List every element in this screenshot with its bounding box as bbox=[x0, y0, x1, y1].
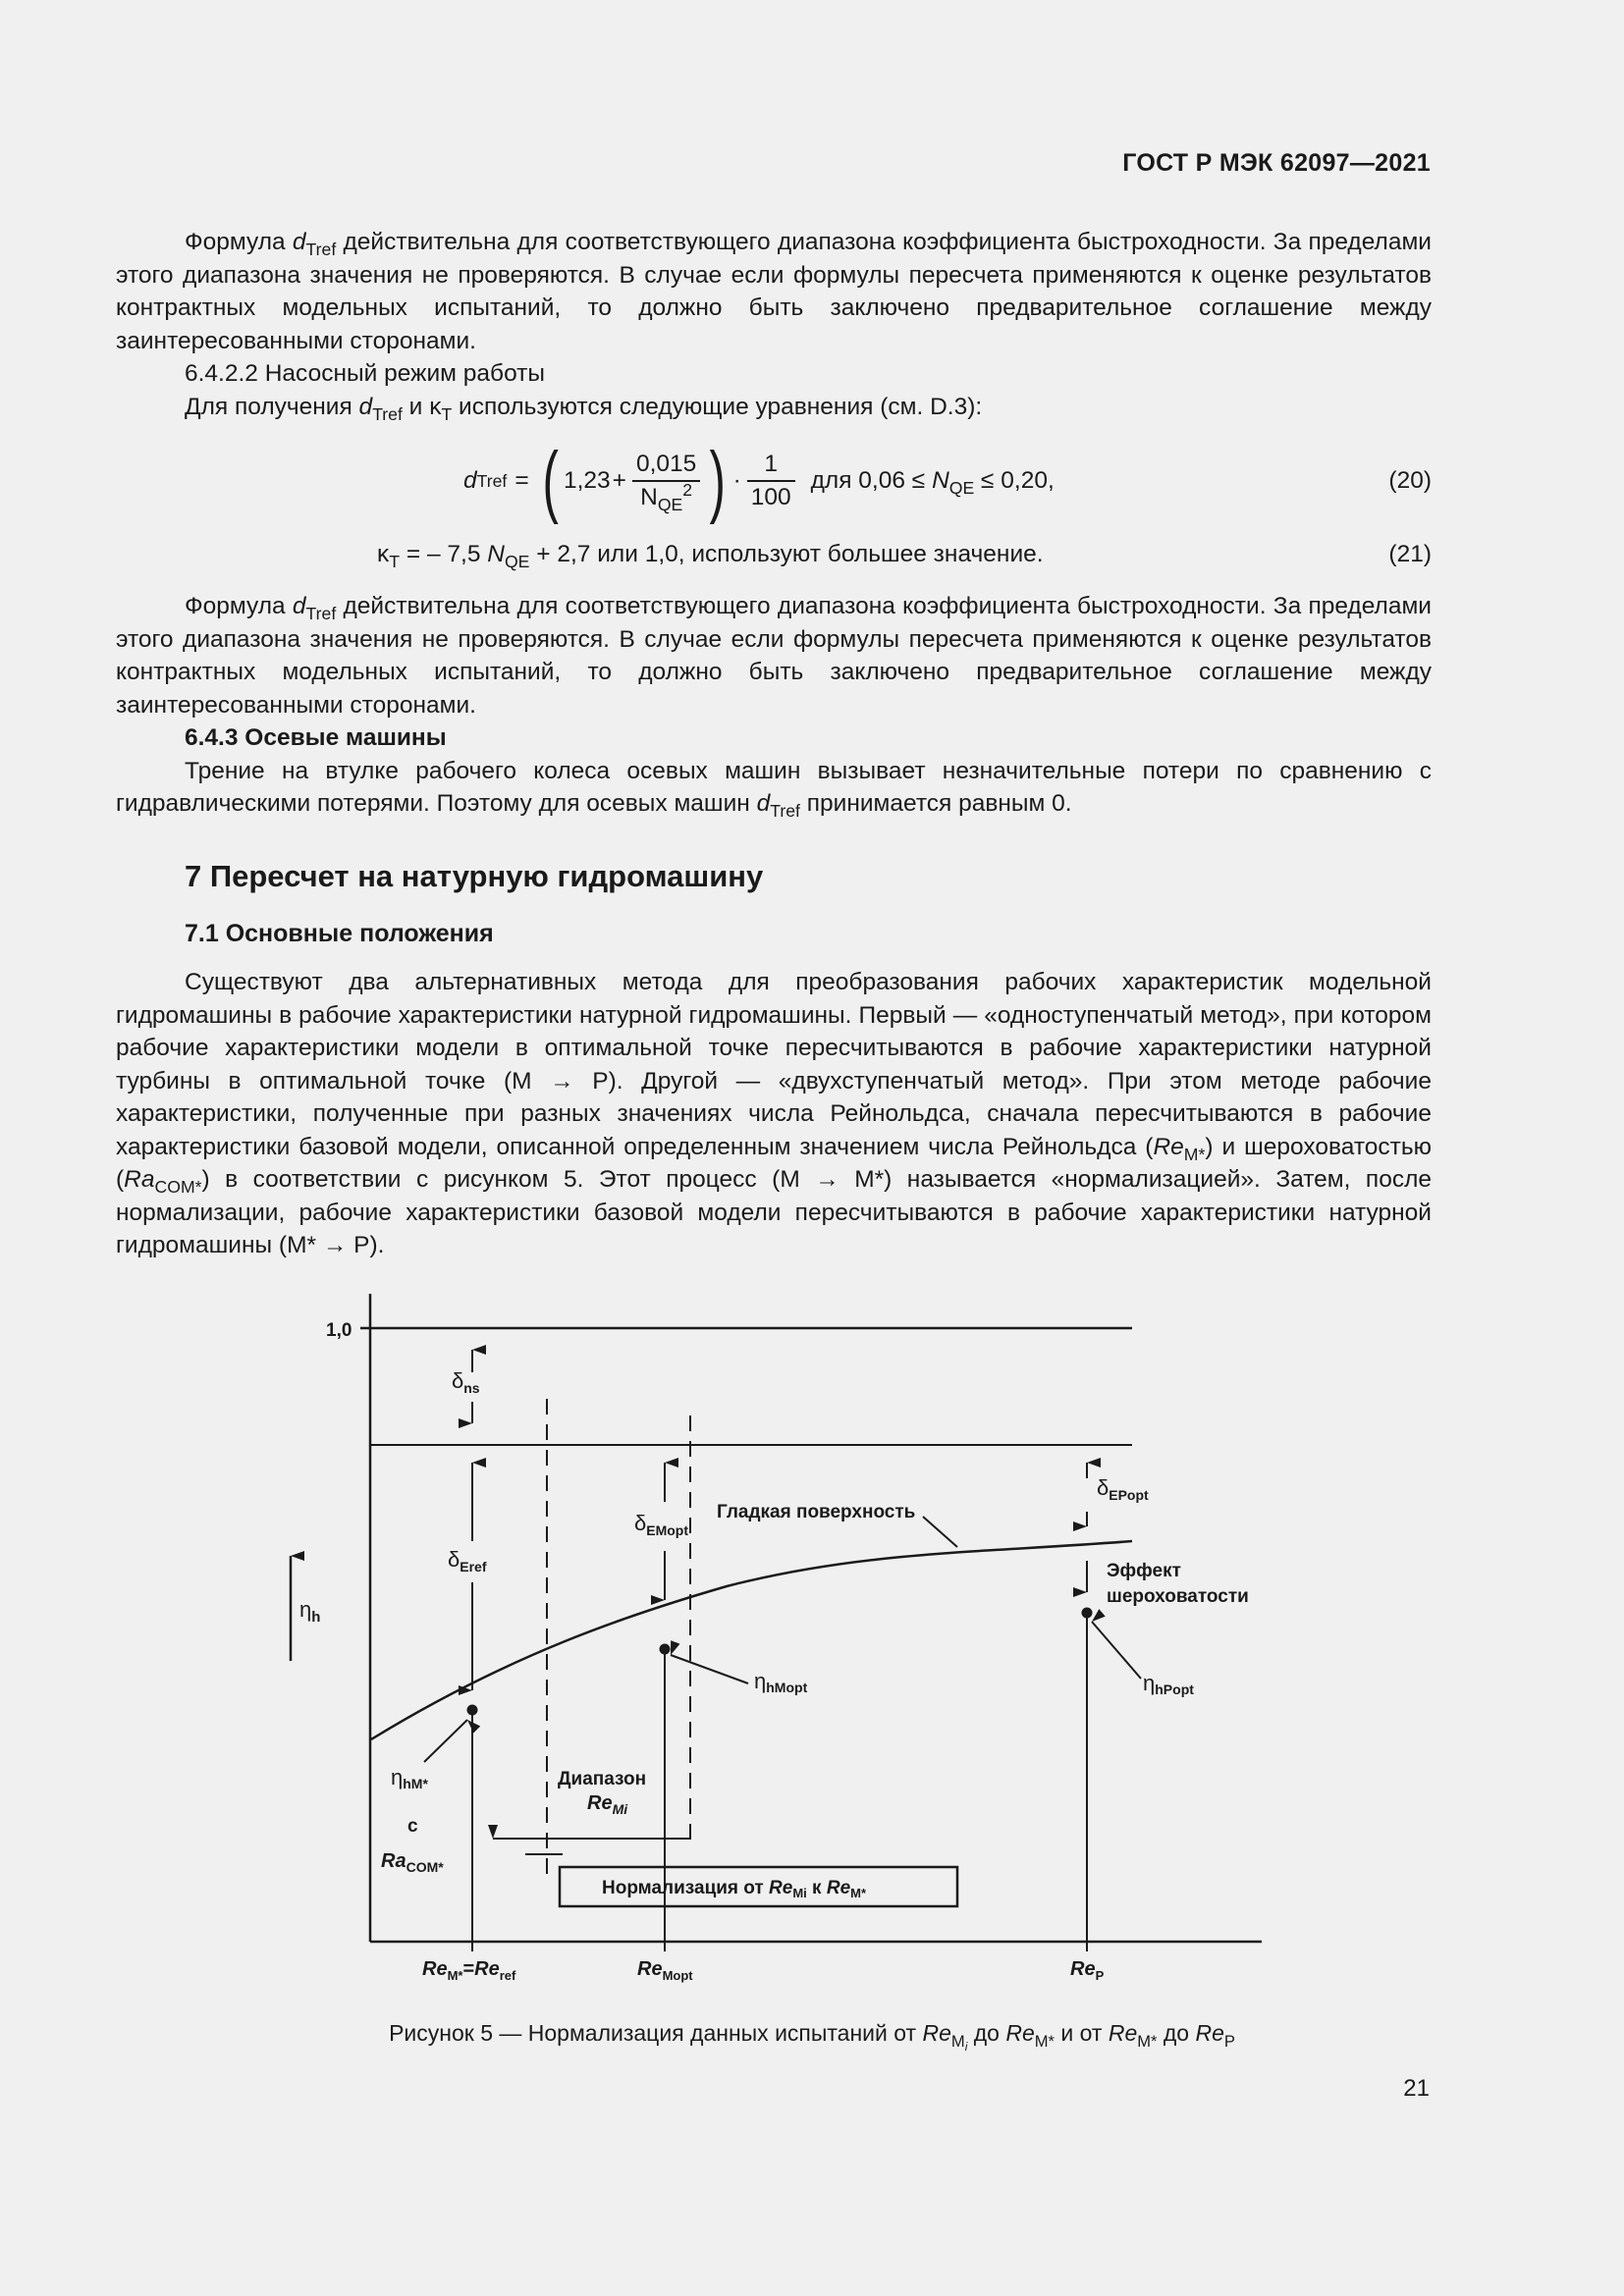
label-delta-epopt: $\delta_{EPopt}$ bbox=[1097, 1475, 1149, 1503]
label-normalization: Нормализация от $Re_{Mi}$ к $Re_{M*}$ bbox=[602, 1878, 867, 1900]
label-x-re-p: $Re_P$ bbox=[1070, 1958, 1105, 1983]
label-x-re-ref: $Re_{M*}=Re_{ref}$ bbox=[422, 1958, 516, 1983]
label-eta-h-axis: $\eta_h$ bbox=[299, 1597, 321, 1626]
section-7-1-title: 7.1 Основные положения bbox=[185, 920, 494, 947]
paragraph-methods: Существуют два альтернативных метода для преобразования рабочих характеристик модельной гидромашины в рабочие характеристики натурной гидромашины. Первый — «одноступенчатый метод», при котором рабочие характеристики модели в оптимальной точке пересчитываются в рабочие характеристики натурной турбины в оптимальной точке (М → Р). Другой — «двухступенчатый метод». При этом методе рабочие характеристики, полученные при разных значениях числа Рейнольдса, сначала пересчитываются в рабочие характеристики базовой модели, описанной определенным значением числа Рейнольдса $(Re_{M*})$ и шероховатостью $(Ra_{COM*})$ в соответствии с рисунком 5. Этот процесс (М → М*) называется «нормализацией». Затем, после нормализации, рабочие характеристики базовой модели пересчитываются в рабочие характеристики натурной гидромашины (М* → Р). bbox=[116, 969, 1433, 1258]
document-header: ГОСТ Р МЭК 62097—2021 bbox=[1122, 149, 1431, 177]
paragraph-formula-validity-1: Формула $d_{Tref}$ действительна для соответствующего диапазона коэффициента быстроходности. За пределами этого диапазона значения не проверяются. В случае если формулы пересчета применяются к оценке результатов контрактных модельных испытаний, то должно быть заключено предварительное соглашение между заинтересованными сторонами. bbox=[116, 229, 1432, 354]
paragraph-formula-validity-2: Формула $d_{Tref}$ действительна для соответствующего диапазона коэффициента быстроходности. За пределами этого диапазона значения не проверяются. В случае если формулы пересчета применяются к оценке результатов контрактных модельных испытаний, то должно быть заключено предварительное соглашение между заинтересованными сторонами. bbox=[116, 593, 1432, 719]
point-eta-hm bbox=[467, 1705, 478, 1716]
equation-20: d Tref = ( 1,23 + $\frac{0,015}{N_{QE}^2}$ ) · $\frac{1}{100}$ для $0,06 \le N_{QE} \le 0,20$, (20) bbox=[463, 436, 1432, 525]
equation-number-20: (20) bbox=[1388, 467, 1432, 494]
label-delta-eref: $\delta_{Eref}$ bbox=[448, 1547, 487, 1575]
label-eta-hmopt: ηhMopt bbox=[754, 1669, 808, 1695]
label-delta-emopt: $\delta_{EMopt}$ bbox=[634, 1511, 689, 1538]
section-6-4-2-2-title: 6.4.2.2 Насосный режим работы bbox=[185, 360, 545, 387]
point-eta-hpopt bbox=[1082, 1608, 1093, 1619]
paragraph-equation-intro: Для получения $d_{Tref}$ и $\kappa_T$ используются следующие уравнения (см. D.3): bbox=[185, 393, 983, 424]
label-roughness-effect-1: Эффект bbox=[1107, 1561, 1181, 1581]
section-6-4-3-title: 6.4.3 Осевые машины bbox=[185, 724, 447, 751]
equation-number-21: (21) bbox=[1388, 541, 1432, 567]
label-with: с bbox=[407, 1816, 418, 1837]
label-eta-hm: ηhM* bbox=[391, 1765, 428, 1791]
label-ra-com: $Ra_{COM*}$ bbox=[381, 1850, 444, 1875]
label-roughness-effect-2: шероховатости bbox=[1107, 1586, 1249, 1607]
fraction-1-100: $\frac{1}{100}$ bbox=[747, 451, 795, 511]
label-x-re-mopt: $Re_{Mopt}$ bbox=[637, 1958, 693, 1983]
label-range-2: $Re_{Mi}$ bbox=[587, 1792, 628, 1817]
section-7-title: 7 Пересчет на натурную гидромашину bbox=[185, 859, 764, 893]
label-smooth-surface: Гладкая поверхность bbox=[717, 1502, 916, 1522]
page-number: 21 bbox=[1403, 2075, 1430, 2102]
fraction-0015: $\frac{0,015}{N_{QE}^2}$ bbox=[632, 451, 700, 511]
label-range-1: Диапазон bbox=[558, 1769, 647, 1789]
document-page: ГОСТ Р МЭК 62097—2021 Формула $d_{Tref}$ действительна для соответствующего диапазона коэффициента быстроходности. За пределами этого диапазона значения не проверяются. В случае если формулы пересчета применяются к оценке результатов контрактных модельных испытаний, то должно быть заключено предварительное соглашение между заинтересованными сторонами. 6.4.2.2 Насосный режим работы Для получения $d_{Tref}$ и $\kappa_T$ используются следующие уравнения (см. D.3): d Tref = ( 1,23 + $\frac{0,015}{N_{QE}^2}$ ) · $\frac{1}{100}$ для $0,06 \le N_{QE} \le 0,20$, (20) $\kappa_T$ = – 7,5 $N_{QE} + 2,7$ или 1,0, используют большее значение. (21) Формула $d_{Tref}$ действительна для соответствующего диапазона коэффициента быстроходности. За пределами этого диапазона значения не проверяются. В случае если формулы пересчета применяются к оценке результатов контрактных модельных испытаний, то должно быть заключено предварительное соглашение между заинтересованными сторонами. 6.4.3 Осевые машины Трение на втулке рабочего колеса осевых машин вызывает незначительные потери по сравнению с гидравлическими потерями. Поэтому для осевых машин $d_{Tref}$ принимается равным 0. 7 Пересчет на натурную гидромашину 7.1 Основные положения Существуют два альтернативных метода для преобразования рабочих характеристик модельной гидромашины в рабочие характеристики натурной гидромашины. Первый — «одноступенчатый метод», при котором рабочие характеристики модели в оптимальной точке пересчитываются в рабочие характеристики натурной турбины в оптимальной точке (М → Р). Другой — «двухступенчатый метод». При этом методе рабочие характеристики, полученные при разных значениях числа Рейнольдса, сначала пересчитываются в рабочие характеристики базовой модели, описанной определенным значением числа Рейнольдса $(Re_{M*})$ и шероховатостью $(Ra_{COM*})$ в соответствии с рисунком 5. Этот процесс (М → М*) называется «нормализацией». Затем, после нормализации, рабочие характеристики базовой модели пересчитываются в рабочие характеристики натурной гидромашины (М* → Р). 1,0 $\delta_{ns}$ $\delta_{Eref}$ $\delta_{EMopt}$ $\delta_{EPopt}$ Гладкая поверхность Эффект шероховатости $\eta_h$ ηhMopt ηhPopt ηhM* с $Ra_{COM*}$ Диапазон $Re_{Mi}$ Нормализация от $Re_{Mi}$ к $Re_{M*}$ $Re_{M*}=Re_{ref}$ $Re_{Mopt}$ $Re_P$ Рисунок 5 — Нормализация данных испытаний от $Re_{M_i}$ до $Re_{M*}$ и от $Re_{M*}$ до $Re_P$ 21 bbox=[0, 0, 1624, 2296]
paragraph-axial-machines: Трение на втулке рабочего колеса осевых машин вызывает незначительные потери по сравнению с гидравлическими потерями. Поэтому для осевых машин $d_{Tref}$ принимается равным 0. bbox=[116, 757, 1432, 822]
point-eta-hmopt bbox=[660, 1644, 671, 1655]
label-delta-ns: $\delta_{ns}$ bbox=[452, 1368, 480, 1396]
label-eta-hpopt: ηhPopt bbox=[1143, 1671, 1194, 1697]
label-1-0: 1,0 bbox=[326, 1320, 352, 1341]
figure-5-caption: Рисунок 5 — Нормализация данных испытаний от $Re_{M_i}$ до $Re_{M*}$ и от $Re_{M*}$ до $Re_P$ bbox=[389, 2020, 1235, 2054]
